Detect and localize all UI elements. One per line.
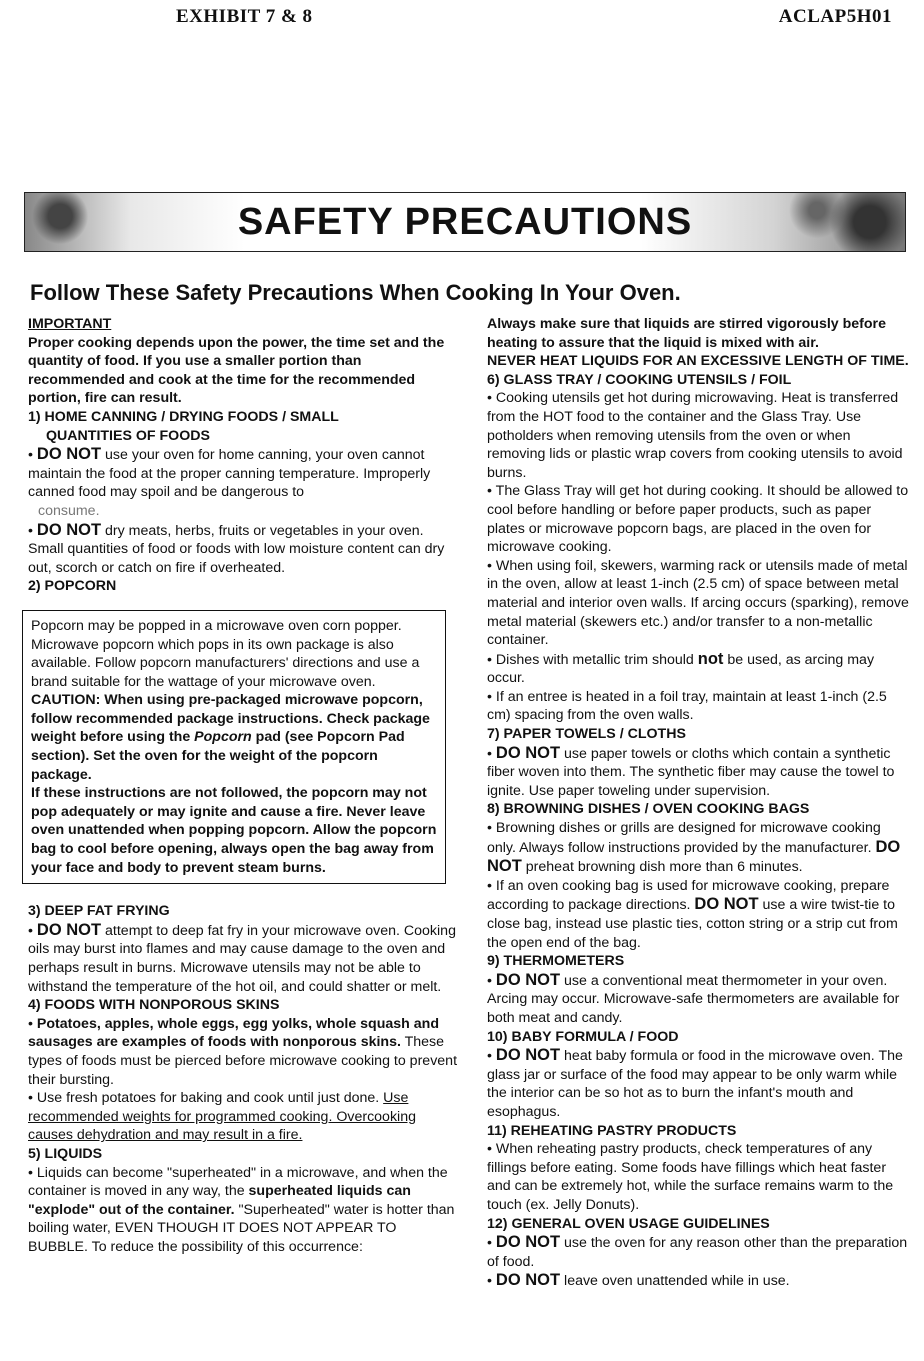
section-4-bullet-1: • Potatoes, apples, whole eggs, egg yolks, whole squash and sausages are examples of foods with nonporous skins. These types of foods must be pierced before microwave cooking to prevent their bursting. [28,1015,458,1088]
section-7-bullet: • DO NOT use paper towels or cloths which contain a synthetic fiber woven into them. The synthetic fiber may cause the towel to ignite. Use paper toweling under supervision. [487,743,895,799]
left-column [28,315,458,1257]
section-6-bullet-5: • If an entree is heated in a foil tray, maintain at least 1-inch (2.5 cm) spacing from the oven walls. [487,688,887,724]
popcorn-box [22,610,446,884]
liquids-never: NEVER HEAT LIQUIDS FOR AN EXCESSIVE LENGTH OF TIME. [487,353,909,370]
section-9-bullet: • DO NOT use a conventional meat thermometer in your oven. Arcing may occur. Microwave-safe thermometers are available for both meat and candy. [487,970,900,1026]
section-6-bullet-4: • Dishes with metallic trim should not be used, as arcing may occur. [487,649,875,687]
document-code: ACLAP5H01 [778,6,892,27]
section-10-bullet: • DO NOT heat baby formula or food in the microwave oven. The glass jar or surface of the food may appear to be only warm while the interior can be so hot as to burn the infant's mouth and esophagus. [487,1046,903,1120]
section-3-heading: 3) DEEP FAT FRYING [28,903,170,920]
section-4-bullet-2: • Use fresh potatoes for baking and cook until just done. Use recommended weights for programmed cooking. Overcooking causes dehydration and may result in a fire. [28,1090,416,1144]
section-6-heading: 6) GLASS TRAY / COOKING UTENSILS / FOIL [487,371,792,388]
section-1-bullet-1: • DO NOT use your oven for home canning, your oven cannot maintain the food at the proper canning temperature. Improperly canned food may spoil and be dangerous to consume. [28,445,431,519]
section-6-bullet-1: • Cooking utensils get hot during microwaving. Heat is transferred from the HOT food to the container and the Glass Tray. Use potholders when removing utensils from the oven or when removing lids or plastic wrap covers from cooking utensils to avoid burns. [487,390,903,481]
section-9-heading: 9) THERMOMETERS [487,953,625,970]
popcorn-paragraph-1: Popcorn may be popped in a microwave oven corn popper. Microwave popcorn which pops in its own package is also available. Follow popcorn manufacturers' directions and use a brand suitable for the wattage of your microwave oven. [31,617,420,690]
section-6-bullet-2: • The Glass Tray will get hot during cooking. It should be allowed to cool before handling or before paper products, such as paper plates or microwave popcorn bags, are placed in the oven for microwave cooking. [487,483,909,556]
section-7-heading: 7) PAPER TOWELS / CLOTHS [487,726,686,743]
section-1-heading: 1) HOME CANNING / DRYING FOODS / SMALL [28,408,339,425]
section-8-bullet-2: • If an oven cooking bag is used for microwave cooking, prepare according to package directions. DO NOT use a wire twist-tie to close bag, instead use plastic ties, cotton string or a strip cut from the open end of the bag. [487,877,898,951]
section-11-heading: 11) REHEATING PASTRY PRODUCTS [487,1122,737,1139]
important-heading: IMPORTANT [28,316,112,332]
section-5-bullet: • Liquids can become "superheated" in a microwave, and when the container is moved in any way, the superheated liquids can "explode" out of the container. "Superheated" water is hotter than boiling water, EVEN THOUGH IT DOES NOT APPEAR TO BUBBLE. To reduce the possibility of this occurrence: [28,1164,455,1255]
popcorn-caution: CAUTION: When using pre-packaged microwave popcorn, follow recommended package instructions. Check package weight before using the Popcorn pad (see Popcorn Pad section). Set the oven for the weight of the popcorn package. [31,692,430,783]
safety-banner [24,192,906,252]
right-column [487,315,910,1291]
section-1-bullet-2: • DO NOT dry meats, herbs, fruits or vegetables in your oven. Small quantities of food or foods with low moisture content can dry out, scorch or catch on fire if overheated. [28,520,445,576]
section-11-bullet: • When reheating pastry products, check temperatures of any fillings before eating. Some foods have fillings which heat faster and can be extremely hot, while the surface remains warm to the touch (ex. Jelly Donuts). [487,1141,894,1213]
section-1-heading-cont: QUANTITIES OF FOODS [46,427,210,444]
section-12-heading: 12) GENERAL OVEN USAGE GUIDELINES [487,1215,770,1232]
section-8-bullet-1: • Browning dishes or grills are designed for microwave cooking only. Always follow instructions provided by the manufacturer. DO NOT preheat browning dish more than 6 minutes. [487,820,901,876]
section-6-bullet-3: • When using foil, skewers, warming rack or utensils made of metal in the oven, allow at least 1-inch (2.5 cm) of space between metal material and interior oven walls. If arcing occurs (sparking), remove metal material (skewers etc.) and/or transfer to a non-metallic container. [487,557,909,649]
section-4-heading: 4) FOODS WITH NONPOROUS SKINS [28,997,280,1014]
banner-title: SAFETY PRECAUTIONS [237,201,693,243]
section-2-heading: 2) POPCORN [28,578,117,595]
section-12-bullet-2: • DO NOT leave oven unattended while in use. [487,1271,790,1290]
section-10-heading: 10) BABY FORMULA / FOOD [487,1028,679,1045]
section-12-bullet-1: • DO NOT use the oven for any reason other than the preparation of food. [487,1233,908,1270]
popcorn-paragraph-3: If these instructions are not followed, the popcorn may not pop adequately or may ignite and cause a fire. Never leave oven unattended when popping popcorn. Allow the popcorn bag to cool before opening, always open the bag away from your face and body to prevent steam burns. [31,785,437,876]
liquids-continued: Always make sure that liquids are stirred vigorously before heating to assure that the liquid is mixed with air. [487,316,886,351]
page-subtitle: Follow These Safety Precautions When Cooking In Your Oven. [30,280,681,305]
section-5-heading: 5) LIQUIDS [28,1145,103,1162]
section-3-bullet: • DO NOT attempt to deep fat fry in your microwave oven. Cooking oils may burst into flames and may cause damage to the oven and perhaps result in burns. Microwave utensils may not be able to withstand the temperature of the hot oil, and could shatter or melt. [28,920,456,995]
section-8-heading: 8) BROWNING DISHES / OVEN COOKING BAGS [487,801,810,818]
important-text: Proper cooking depends upon the power, the time set and the quantity of food. If you use a smaller portion than recommended and cook at the time for the recommended portion, fire can result. [28,334,445,407]
exhibit-label: EXHIBIT 7 & 8 [176,6,313,27]
